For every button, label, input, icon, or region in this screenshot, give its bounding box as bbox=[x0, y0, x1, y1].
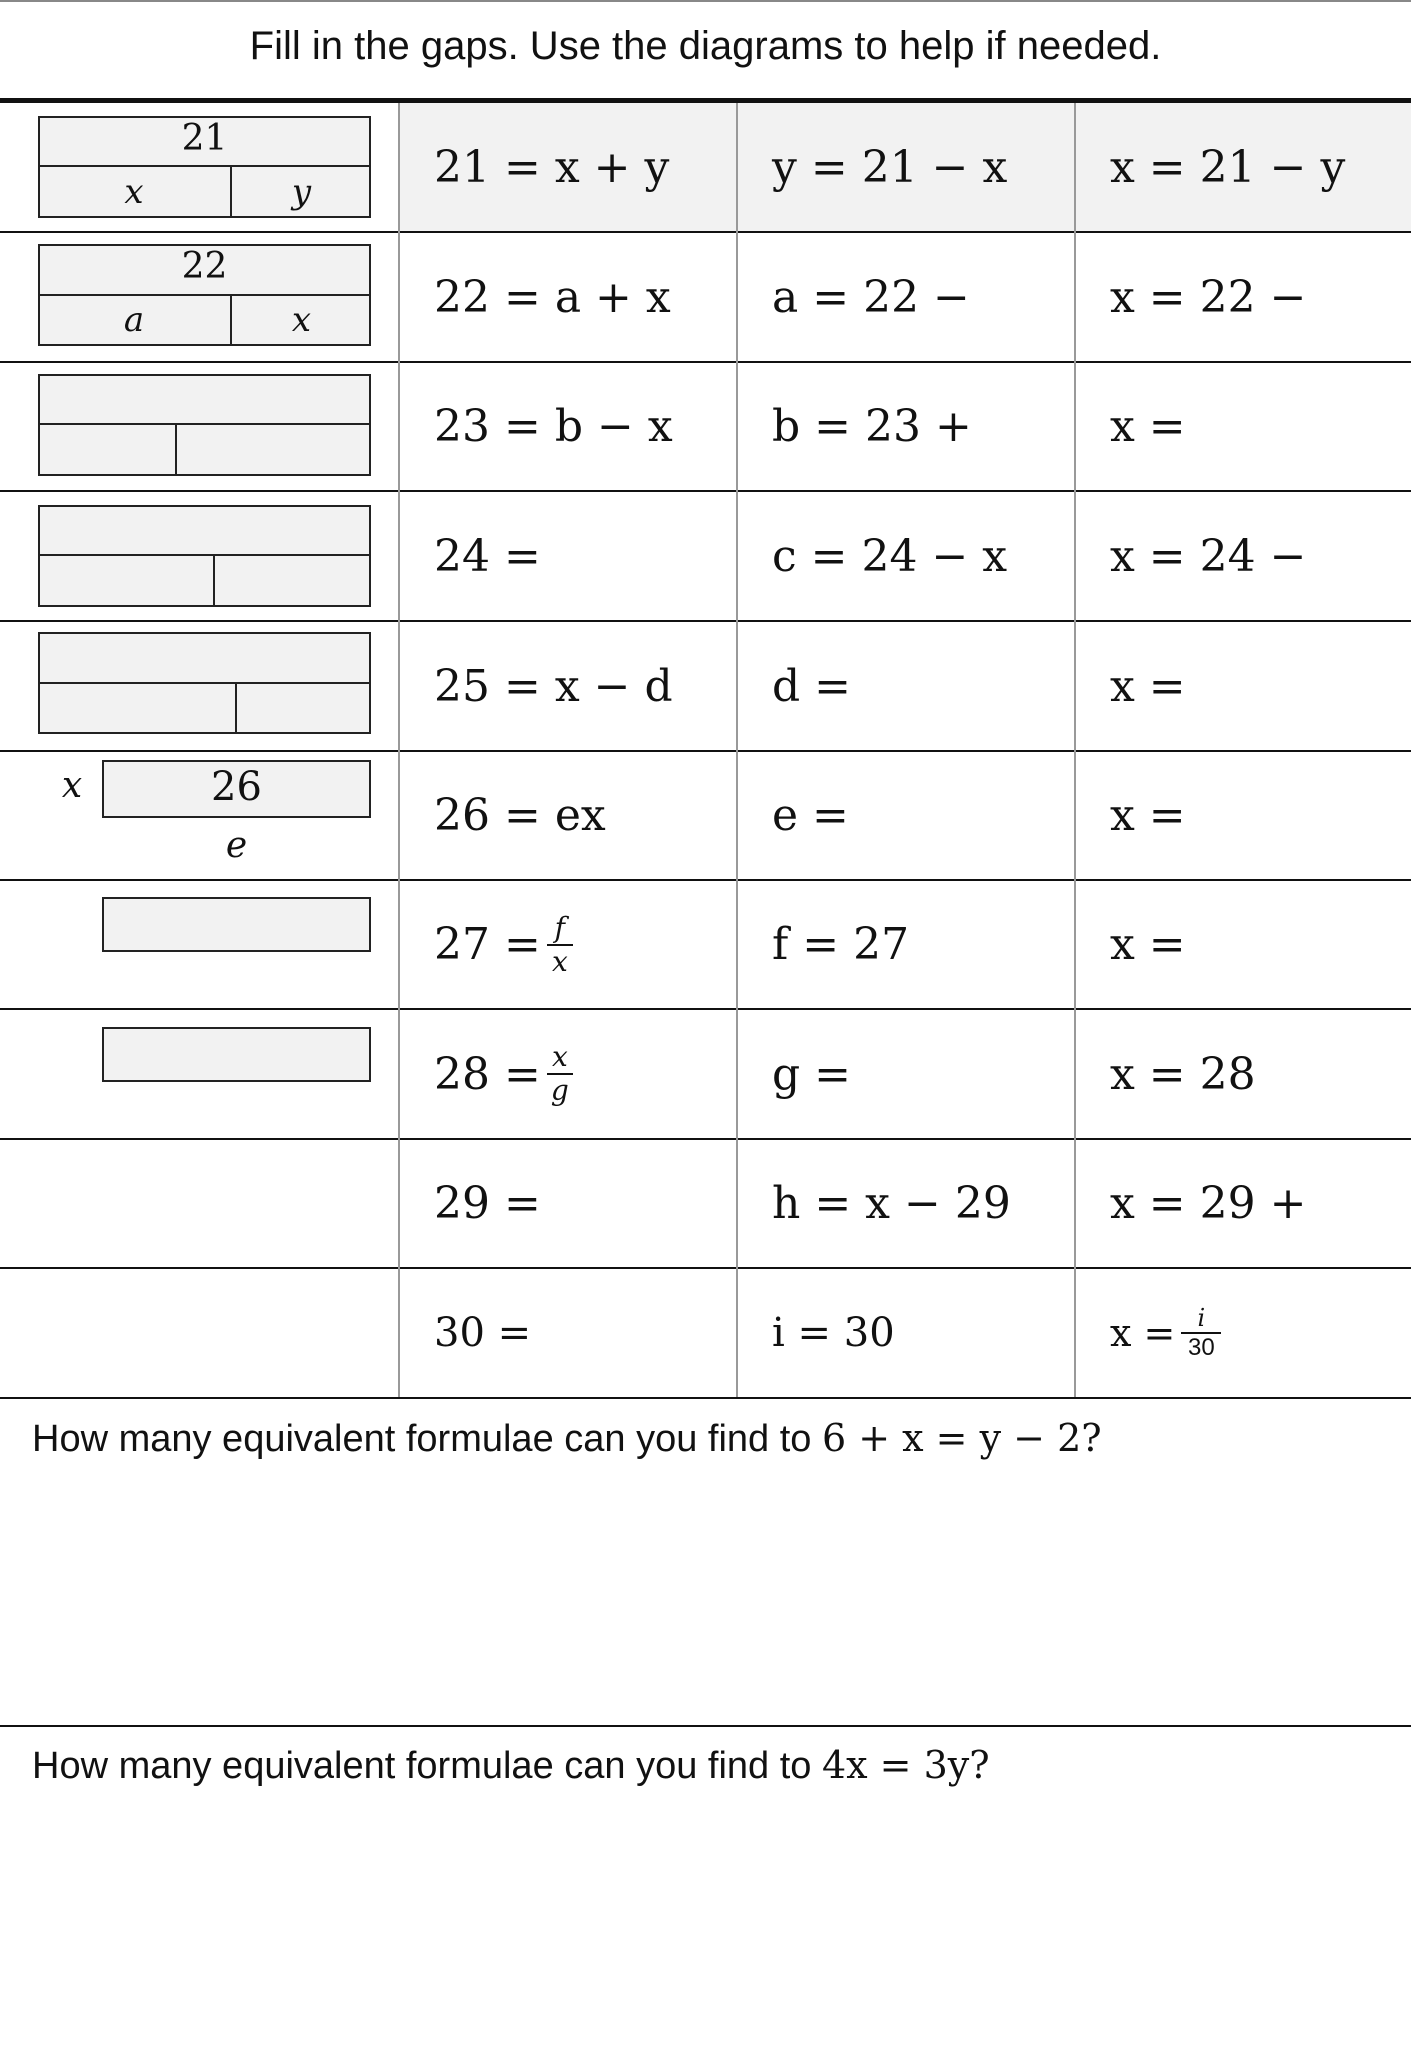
equation-lhs: x = bbox=[1110, 1311, 1176, 1355]
equation-cell: x = 22 − bbox=[1110, 271, 1307, 323]
equation-cell: 25 = x − d bbox=[434, 660, 673, 712]
fraction-denominator: 30 bbox=[1188, 1334, 1215, 1361]
bar-total-label: 21 bbox=[181, 118, 228, 159]
fraction-numerator: f bbox=[554, 910, 566, 944]
equation-cell: b = 23 + bbox=[772, 401, 972, 452]
equation-cell: y = 21 − x bbox=[772, 141, 1008, 193]
equation-cell: a = 22 − bbox=[772, 271, 970, 323]
equation-cell: h = x − 29 bbox=[772, 1178, 1011, 1229]
equation-cell: x = 29 + bbox=[1110, 1178, 1307, 1229]
bar-part-label: y bbox=[291, 172, 312, 212]
equation-cell: 26 = ex bbox=[434, 790, 606, 841]
question-2 bbox=[32, 1743, 990, 1788]
equation-cell bbox=[1110, 1269, 1221, 1397]
bar-multiplier-label: x bbox=[61, 765, 83, 806]
bar-part-label: a bbox=[123, 300, 145, 340]
fraction bbox=[547, 912, 573, 978]
bar-total-label: 26 bbox=[211, 764, 262, 810]
bar-part-label: x bbox=[291, 300, 312, 340]
equation-cell: d = bbox=[772, 660, 852, 712]
equation-cell: f = 27 bbox=[772, 919, 910, 970]
equation-cell: 23 = b − x bbox=[434, 401, 673, 452]
bar-part-label: e bbox=[225, 825, 248, 866]
fraction bbox=[1181, 1304, 1221, 1362]
question-formula: 4x = 3y? bbox=[822, 1743, 990, 1787]
equation-cell: i = 30 bbox=[772, 1310, 895, 1356]
equation-cell bbox=[434, 1010, 573, 1138]
fraction-numerator: x bbox=[551, 1040, 568, 1073]
equation-cell: 21 = x + y bbox=[434, 141, 670, 193]
equation-cell: x = 21 − y bbox=[1110, 141, 1346, 193]
fraction-denominator: x bbox=[551, 944, 568, 978]
equation-cell: c = 24 − x bbox=[772, 530, 1008, 582]
bar-part-label: x bbox=[124, 172, 144, 212]
equation-cell: 22 = a + x bbox=[434, 271, 671, 323]
equation-cell bbox=[434, 881, 573, 1008]
equation-lhs: 28 = bbox=[434, 1048, 541, 1100]
question-1 bbox=[32, 1416, 1102, 1461]
equation-cell: g = bbox=[772, 1048, 852, 1100]
question-text: How many equivalent formulae can you find to bbox=[32, 1418, 812, 1460]
equation-cell: x = bbox=[1110, 919, 1186, 970]
question-text: How many equivalent formulae can you find to bbox=[32, 1745, 812, 1787]
equation-cell: e = bbox=[772, 790, 849, 841]
equation-cell: x = bbox=[1110, 401, 1186, 452]
equation-cell: x = bbox=[1110, 660, 1186, 712]
fraction-denominator: g bbox=[550, 1074, 569, 1107]
equation-cell: x = bbox=[1110, 790, 1186, 841]
equation-cell: 29 = bbox=[434, 1178, 541, 1229]
fraction bbox=[547, 1041, 573, 1107]
equation-lhs: 27 = bbox=[434, 919, 541, 970]
page-title: Fill in the gaps. Use the diagrams to help if needed. bbox=[249, 24, 1162, 68]
equation-cell: 30 = bbox=[434, 1310, 532, 1356]
fraction-numerator: i bbox=[1197, 1304, 1206, 1332]
equation-cell: x = 28 bbox=[1110, 1048, 1256, 1100]
question-formula: 6 + x = y − 2? bbox=[822, 1416, 1102, 1460]
equation-cell: 24 = bbox=[434, 530, 541, 582]
equation-cell: x = 24 − bbox=[1110, 530, 1307, 582]
bar-total-label: 22 bbox=[181, 246, 228, 287]
